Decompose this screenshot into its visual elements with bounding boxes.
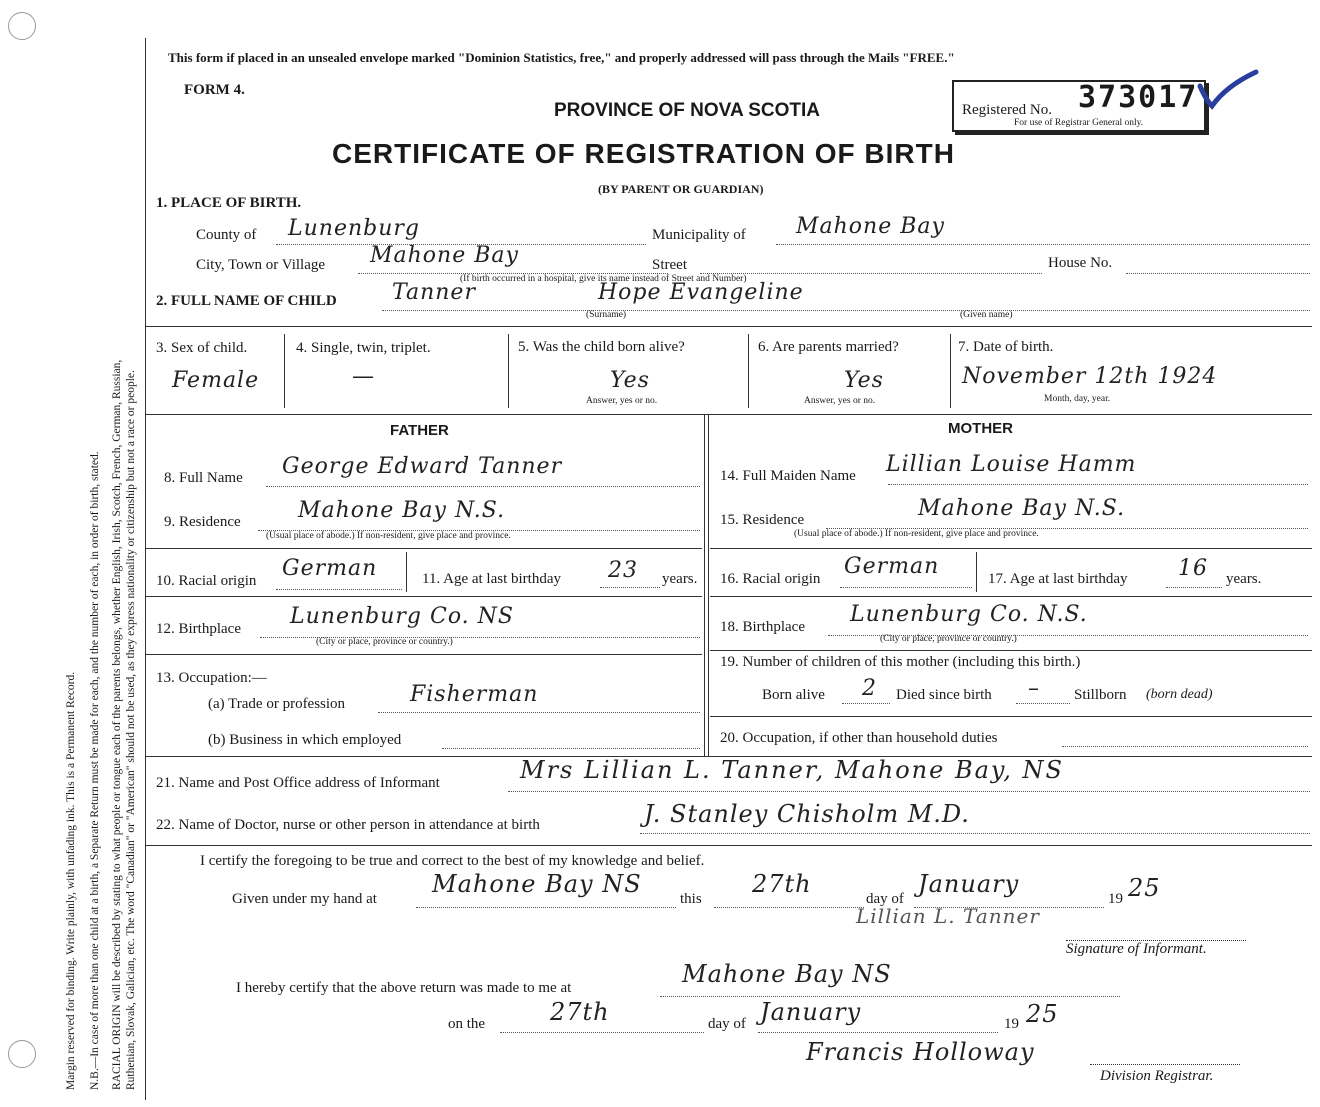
mother-residence-label: 15. Residence (720, 512, 805, 528)
father-residence-note: (Usual place of abode.) If non-resident, give place and province. (266, 531, 511, 541)
registration-number: 373017 (1078, 80, 1199, 115)
document-subtitle: (BY PARENT OR GUARDIAN) (598, 182, 764, 196)
col-divider-4 (950, 334, 951, 408)
father-race-divider (406, 552, 407, 592)
registrar-statement: I hereby certify that the above return was made to me at (236, 980, 572, 996)
registrar-month: January (760, 998, 862, 1026)
born-alive-count: 2 (862, 676, 877, 701)
place-heading: 1. PLACE OF BIRTH. (156, 195, 302, 211)
sex-label: 3. Sex of child. (156, 340, 248, 356)
born-alive-count-label: Born alive (762, 687, 825, 703)
registrar-year: 25 (1026, 1000, 1059, 1028)
street-label: Street (652, 257, 687, 273)
mother-residence: Mahone Bay N.S. (918, 496, 1126, 521)
on-the-label: on the (448, 1016, 486, 1032)
doctor-value: J. Stanley Chisholm M.D. (644, 800, 970, 828)
mail-note: This form if placed in an unsealed envelope marked "Dominion Statistics, free," and properly addressed will pass through the Mails "FREE." (168, 50, 955, 65)
mother-name: Lillian Louise Hamm (886, 452, 1137, 477)
dob-note: Month, day, year. (1044, 394, 1111, 404)
born-alive-note: Answer, yes or no. (586, 396, 658, 406)
plurality-label: 4. Single, twin, triplet. (296, 340, 431, 356)
house-label: House No. (1048, 255, 1113, 271)
father-name: George Edward Tanner (282, 454, 563, 479)
informant-signature-label: Signature of Informant. (1066, 941, 1207, 957)
registration-note: For use of Registrar General only. (1014, 118, 1144, 128)
dob-label: 7. Date of birth. (958, 339, 1054, 355)
col-divider-3 (748, 334, 749, 408)
father-residence: Mahone Bay N.S. (298, 498, 506, 523)
given-note: (Given name) (960, 310, 1013, 320)
rule-after-child-name (146, 326, 1312, 327)
checkmark-icon (1196, 68, 1260, 112)
registration-label: Registered No. (962, 102, 1052, 118)
this-label: this (680, 891, 702, 907)
sidebar-note-4: Ruthenian, Slovak, Galician, etc. The word "Canadian" or "American" should not be used, as they express nationality or citizenship but not a race or people. (125, 370, 137, 1090)
stillborn-note: (born dead) (1146, 687, 1213, 702)
county-value: Lunenburg (288, 216, 420, 241)
mother-race-divider (976, 552, 977, 592)
binding-hole-top (8, 12, 36, 40)
province-heading: PROVINCE OF NOVA SCOTIA (554, 100, 821, 121)
sidebar-note-3: RACIAL ORIGIN will be described by stating to what people or tongue each of the parents belongs, whether English, Irish, Scotch, French, German, Russian, (111, 359, 123, 1090)
father-race-label: 10. Racial origin (156, 573, 257, 589)
registrar-place: Mahone Bay NS (682, 960, 892, 988)
father-years: years. (662, 571, 698, 587)
married-label: 6. Are parents married? (758, 339, 899, 355)
registrar-day-of: day of (708, 1016, 746, 1032)
municipality-label: Municipality of (652, 227, 746, 243)
sidebar-note-1: Margin reserved for binding. Write plainly, with unfading ink. This is a Permanent Record. (65, 671, 77, 1090)
occupation-label: 13. Occupation:— (156, 670, 267, 686)
business-label: (b) Business in which employed (208, 732, 402, 748)
informant-signature: Lillian L. Tanner (856, 904, 1040, 928)
mother-heading: MOTHER (948, 420, 1013, 437)
children-count-label: 19. Number of children of this mother (including this birth.) (720, 654, 1081, 670)
mother-birthplace-label: 18. Birthplace (720, 619, 805, 635)
married-note: Answer, yes or no. (804, 396, 876, 406)
mother-years: years. (1226, 571, 1262, 587)
informant-label: 21. Name and Post Office address of Informant (156, 775, 440, 791)
born-alive-value: Yes (610, 368, 650, 393)
county-label: County of (196, 227, 257, 243)
sex-value: Female (172, 368, 260, 393)
registrar-signature: Francis Holloway (806, 1038, 1035, 1066)
certify-statement: I certify the foregoing to be true and correct to the best of my knowledge and belief. (200, 853, 705, 869)
father-residence-label: 9. Residence (164, 514, 241, 530)
mother-race: German (844, 554, 940, 579)
given-under-label: Given under my hand at (232, 891, 377, 907)
stillborn-label: Stillborn (1074, 687, 1127, 703)
plurality-value: — (352, 364, 375, 389)
mother-residence-note: (Usual place of abode.) If non-resident, give place and province. (794, 529, 1039, 539)
margin-line (145, 38, 146, 1100)
died-since-label: Died since birth (896, 687, 992, 703)
city-label: City, Town or Village (196, 257, 326, 273)
surname-note: (Surname) (586, 310, 627, 320)
mother-occupation-label: 20. Occupation, if other than household duties (720, 730, 998, 746)
col-divider-2 (508, 334, 509, 408)
father-age: 23 (608, 558, 638, 583)
informant-value: Mrs Lillian L. Tanner, Mahone Bay, NS (520, 756, 1064, 784)
document-title: CERTIFICATE OF REGISTRATION OF BIRTH (332, 138, 955, 169)
father-birthplace: Lunenburg Co. NS (290, 604, 514, 629)
binding-hole-bottom (8, 1040, 36, 1068)
given-year: 25 (1128, 874, 1161, 902)
mother-birthplace-note: (City or place, province or country.) (880, 634, 1017, 644)
rule-before-certify (146, 845, 1312, 846)
city-value: Mahone Bay (370, 243, 519, 268)
married-value: Yes (844, 368, 884, 393)
mother-name-label: 14. Full Maiden Name (720, 468, 856, 484)
child-given-name: Hope Evangeline (598, 280, 804, 305)
rule-after-dates (146, 414, 1312, 415)
dob-value: November 12th 1924 (962, 364, 1218, 389)
hospital-note: (If birth occurred in a hospital, give its name instead of Street and Number) (460, 274, 747, 284)
father-heading: FATHER (390, 422, 449, 439)
center-divider-2 (708, 414, 709, 756)
given-year-prefix: 19 (1108, 891, 1123, 907)
registrar-day: 27th (550, 998, 610, 1026)
died-since-value: – (1028, 676, 1040, 701)
mother-age-label: 17. Age at last birthday (988, 571, 1128, 587)
mother-age: 16 (1178, 556, 1208, 581)
father-name-label: 8. Full Name (164, 470, 243, 486)
municipality-value: Mahone Bay (796, 214, 945, 239)
given-place: Mahone Bay NS (432, 870, 642, 898)
child-name-label: 2. FULL NAME OF CHILD (156, 293, 337, 309)
father-race: German (282, 556, 378, 581)
given-month: January (918, 870, 1020, 898)
trade-value: Fisherman (410, 682, 539, 707)
mother-race-label: 16. Racial origin (720, 571, 821, 587)
father-birthplace-label: 12. Birthplace (156, 621, 241, 637)
day-of-label: day of (866, 891, 904, 907)
col-divider-1 (284, 334, 285, 408)
registration-box (952, 80, 1206, 132)
child-surname: Tanner (392, 280, 476, 305)
given-day: 27th (752, 870, 812, 898)
doctor-label: 22. Name of Doctor, nurse or other person in attendance at birth (156, 817, 540, 833)
trade-label: (a) Trade or profession (208, 696, 346, 712)
mother-birthplace: Lunenburg Co. N.S. (850, 602, 1088, 627)
registrar-label: Division Registrar. (1100, 1068, 1214, 1084)
father-birthplace-note: (City or place, province or country.) (316, 637, 453, 647)
form-number: FORM 4. (184, 82, 245, 98)
registrar-year-prefix: 19 (1004, 1016, 1019, 1032)
born-alive-label: 5. Was the child born alive? (518, 339, 685, 355)
father-age-label: 11. Age at last birthday (422, 571, 561, 587)
sidebar-note-2: N.B.—In case of more than one child at a birth, a Separate Return must be made for each, and the number of each, in order of birth, stated. (89, 451, 101, 1090)
center-divider (704, 414, 705, 756)
